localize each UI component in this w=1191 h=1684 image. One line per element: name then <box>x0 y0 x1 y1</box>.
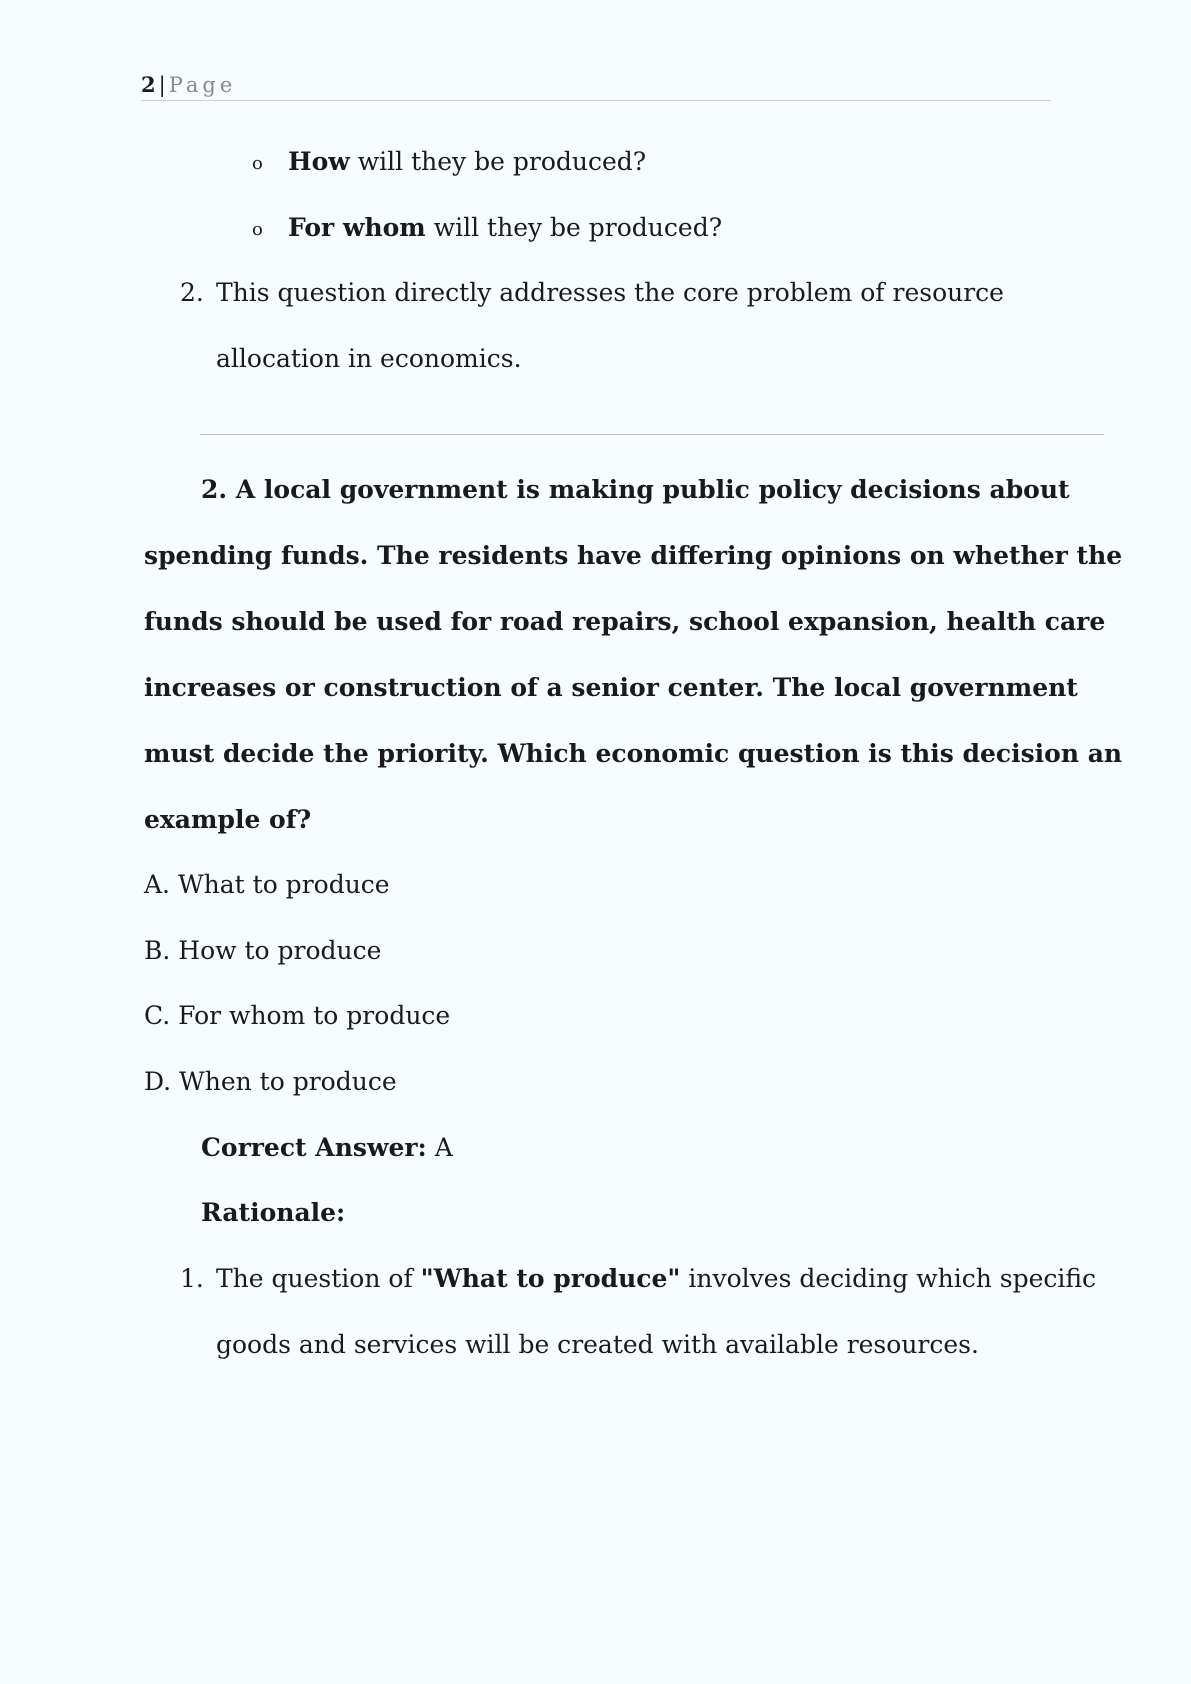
sub-bullet-text: will they be produced? <box>425 213 723 242</box>
question-line: example of? <box>144 805 312 834</box>
page-label: Page <box>168 73 237 97</box>
option-c: C. For whom to produce <box>144 1001 451 1030</box>
rationale-line: allocation in economics. <box>216 344 522 373</box>
option-a: A. What to produce <box>144 870 390 899</box>
sub-bullet-marker: o <box>252 219 263 240</box>
list-number: 1. <box>180 1264 204 1293</box>
question-line: must decide the priority. Which economic question is this decision an <box>144 739 1123 768</box>
rationale-line <box>216 1262 1096 1296</box>
sub-bullet-for-whom <box>288 211 722 245</box>
sub-bullet-text: will they be produced? <box>349 147 647 176</box>
rationale-text: involves deciding which specific <box>680 1264 1097 1293</box>
question-line: funds should be used for road repairs, school expansion, health care <box>144 607 1106 636</box>
correct-answer <box>201 1131 453 1165</box>
question-line: 2. A local government is making public policy decisions about <box>201 475 1070 504</box>
page-header <box>141 70 1051 101</box>
rationale-line: goods and services will be created with available resources. <box>216 1330 979 1359</box>
page-number: 2 <box>141 72 156 97</box>
correct-answer-label: Correct Answer: <box>201 1133 427 1162</box>
header-separator: | <box>158 73 166 97</box>
question-line: spending funds. The residents have differing opinions on whether the <box>144 541 1123 570</box>
sub-bullet-bold: How <box>288 147 350 176</box>
question-line: increases or construction of a senior center. The local government <box>144 673 1078 702</box>
sub-bullet-marker: o <box>252 153 263 174</box>
rationale-text: The question of <box>216 1264 421 1293</box>
list-number: 2. <box>180 278 204 307</box>
correct-answer-value: A <box>426 1133 453 1162</box>
rationale-label: Rationale: <box>201 1198 346 1227</box>
option-d: D. When to produce <box>144 1067 397 1096</box>
sub-bullet-bold: For whom <box>288 213 426 242</box>
sub-bullet-how <box>288 145 646 179</box>
option-b: B. How to produce <box>144 936 382 965</box>
section-divider <box>200 434 1104 435</box>
rationale-bold: "What to produce" <box>420 1264 681 1293</box>
rationale-line: This question directly addresses the core problem of resource <box>216 278 1004 307</box>
